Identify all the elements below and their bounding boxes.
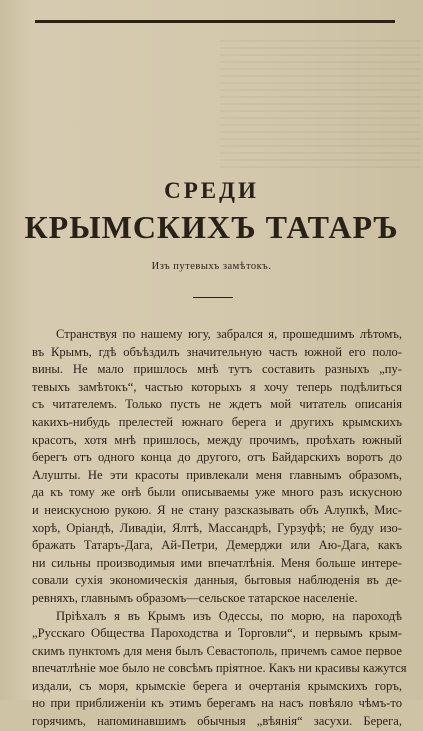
text-line: какихъ-нибудь прелестей южнаго берега и другихъ крымскихъ: [32, 414, 402, 429]
text-line: красотъ, хотя мнѣ пришлось, между прочимъ, проѣхать южный: [32, 432, 402, 447]
text-line: издали, съ моря, крымскіе берега и очертанія крымскихъ горъ,: [32, 678, 402, 693]
text-line: берегъ отъ одного конца до другого, отъ Байдарскихъ воротъ до: [32, 450, 402, 465]
text-line: бражать Татаръ-Дага, Ай-Петри, Демерджи или Аю-Дага, какъ: [32, 538, 402, 553]
text-line: скимъ пунктомъ для меня былъ Севастополь, причемъ самое первое: [32, 643, 402, 658]
text-line: впечатлѣніе мое было не совсѣмъ пріятное. Какъ ни красивы кажутся: [32, 661, 407, 676]
text-line: Странствуя по нашему югу, забрался я, прошедшимъ лѣтомъ,: [56, 327, 402, 341]
title-line-2: КРЫМСКИХЪ ТАТАРЪ: [24, 209, 399, 245]
text-line: вины. Не мало пришлось мнѣ тутъ составить разныхъ „пу-: [32, 362, 402, 377]
text-line: Пріѣхалъ я въ Крымъ изъ Одессы, по морю, на пароходѣ: [56, 608, 402, 623]
body-text: [32, 326, 407, 731]
text-line: но при приближеніи къ этимъ берегамъ на насъ повѣяло чѣмъ-то: [32, 696, 402, 711]
text-line: „Русскаго Общества Пароходства и Торговли“, и первымъ крым-: [32, 626, 402, 641]
separator-rule: [193, 297, 233, 298]
subtitle: Изъ путевыхъ замѣтокъ.: [151, 261, 272, 272]
text-line: ни сильны производимыя ими впечатлѣнія. Меня больше интере-: [32, 555, 402, 570]
text-line: тевыхъ замѣтокъ“, частью которыхъ я хочу теперь подѣлиться: [32, 379, 402, 394]
text-line: да къ тому же онѣ были описываемы уже много разъ искусною: [32, 485, 402, 500]
text-line: ревняхъ, главнымъ образомъ—сельское татарское населеніе.: [32, 590, 358, 605]
top-rule: [35, 20, 395, 23]
text-line: хорѣ, Оріандѣ, Ливадіи, Ялтѣ, Массандрѣ, Гурзуфѣ; не буду изо-: [32, 520, 402, 535]
title-line-1: СРЕДИ: [164, 178, 259, 203]
text-line: въ Крымъ, гдѣ объѣздилъ значительную часть южной его поло-: [32, 344, 402, 359]
text-line: съ читателемъ. Только пусть не ждетъ мой читатель описанія: [32, 397, 402, 412]
text-line: совали сухія экономическія данныя, бытовыя наблюденія въ де-: [32, 573, 402, 588]
text-line: Алушты. Не эти красоты привлекали меня главнымъ образомъ,: [32, 467, 402, 482]
bleed-through-text: [220, 40, 420, 170]
text-line: горячимъ, напоминавшимъ обычныя „вѣянія“ засухи. Берега,: [32, 714, 402, 729]
text-line: и неискусною рукою. Я не стану разсказывать объ Алупкѣ, Мис-: [32, 502, 402, 517]
